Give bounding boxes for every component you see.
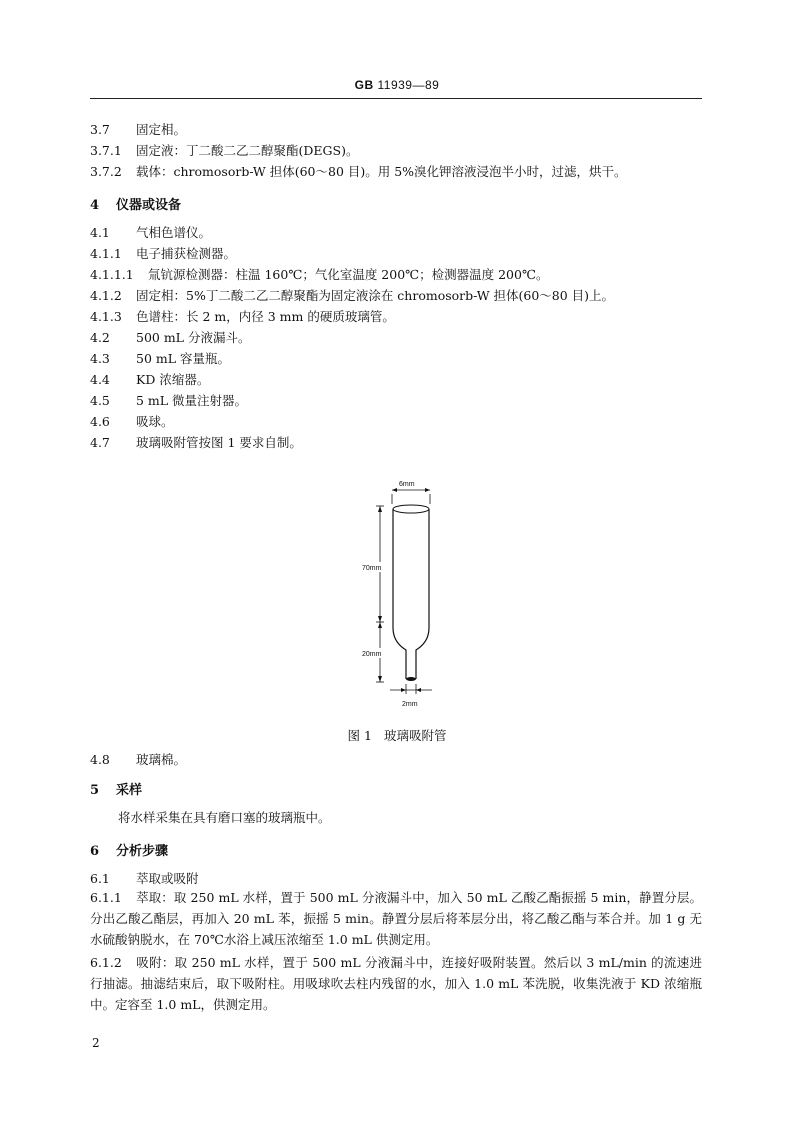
page-header xyxy=(0,78,794,92)
clause-6-1: 6.1 萃取或吸附 xyxy=(90,871,199,886)
standard-code: GB xyxy=(354,78,374,92)
clause-4-2: 4.2 500 mL 分液漏斗。 xyxy=(90,330,251,345)
clause-4-1-1-1: 4.1.1.1 氚钪源检测器：柱温 160℃；气化室温度 200℃；检测器温度 200℃。 xyxy=(90,267,549,282)
adsorption-tube-figure xyxy=(340,472,450,720)
header-rule xyxy=(90,98,702,99)
clause-4-3: 4.3 50 mL 容量瓶。 xyxy=(90,351,231,366)
clause-4-6: 4.6 吸球。 xyxy=(90,414,174,429)
section-5-heading: 5 采样 xyxy=(90,783,143,798)
section-4-heading: 4 仪器或设备 xyxy=(90,198,182,213)
clause-3-7: 3.7 固定相。 xyxy=(90,122,187,137)
figure-caption: 图 1 玻璃吸附管 xyxy=(347,728,447,743)
section-6-heading: 6 分析步骤 xyxy=(90,844,169,859)
clause-4-1-1: 4.1.1 电子捕获检测器。 xyxy=(90,246,237,261)
page-number: 2 xyxy=(92,1036,100,1050)
dim-tip-label: 20mm xyxy=(362,651,382,658)
clause-4-1-3: 4.1.3 色谱柱：长 2 m，内径 3 mm 的硬质玻璃管。 xyxy=(90,309,395,324)
standard-number: 11939—89 xyxy=(377,78,440,92)
clause-4-1-2: 4.1.2 固定相：5%丁二酸二乙二醇聚酯为固定液涂在 chromosorb-W 担体(60～80 目)上。 xyxy=(90,288,615,303)
clause-4-8: 4.8 玻璃棉。 xyxy=(90,752,187,767)
clause-6-1-2: 6.1.2 吸附：取 250 mL 水样，置于 500 mL 分液漏斗中，连接好吸附装置。然后以 3 mL/min 的流速进行抽滤。抽滤结束后，取下吸附柱。用吸球吹去柱内残留的水，加入 1.0 mL 苯洗脱，收集洗液于 KD 浓缩瓶中。定容至 1.0 mL，供测定用。 xyxy=(90,955,702,1012)
dim-bottom-label: 2mm xyxy=(402,701,418,708)
clause-6-1-1: 6.1.1 萃取：取 250 mL 水样，置于 500 mL 分液漏斗中，加入 50 mL 乙酸乙酯振摇 5 min，静置分层。分出乙酸乙酯层，再加入 20 mL 苯，振摇 5 min。静置分层后将苯层分出，将乙酸乙酯与苯合并。加 1 g 无水硫酸钠脱水，在 70℃水浴上减压浓缩至 1.0 mL 供测定用。 xyxy=(90,890,702,947)
clause-3-7-2: 3.7.2 载体：chromosorb-W 担体(60～80 目)。用 5%溴化钾溶液浸泡半小时，过滤，烘干。 xyxy=(90,164,627,179)
clause-4-4: 4.4 KD 浓缩器。 xyxy=(90,372,210,387)
clause-4-5: 4.5 5 mL 微量注射器。 xyxy=(90,393,248,408)
sampling-text: 将水样采集在具有磨口塞的玻璃瓶中。 xyxy=(118,810,331,825)
clause-4-7: 4.7 玻璃吸附管按图 1 要求自制。 xyxy=(90,435,302,450)
dim-top-label: 6mm xyxy=(399,481,415,488)
dim-body-label: 70mm xyxy=(362,565,382,572)
adsorption-tube-drawing xyxy=(340,472,450,720)
clause-3-7-1: 3.7.1 固定液：丁二酸二乙二醇聚酯(DEGS)。 xyxy=(90,143,359,158)
clause-4-1: 4.1 气相色谱仪。 xyxy=(90,225,212,240)
